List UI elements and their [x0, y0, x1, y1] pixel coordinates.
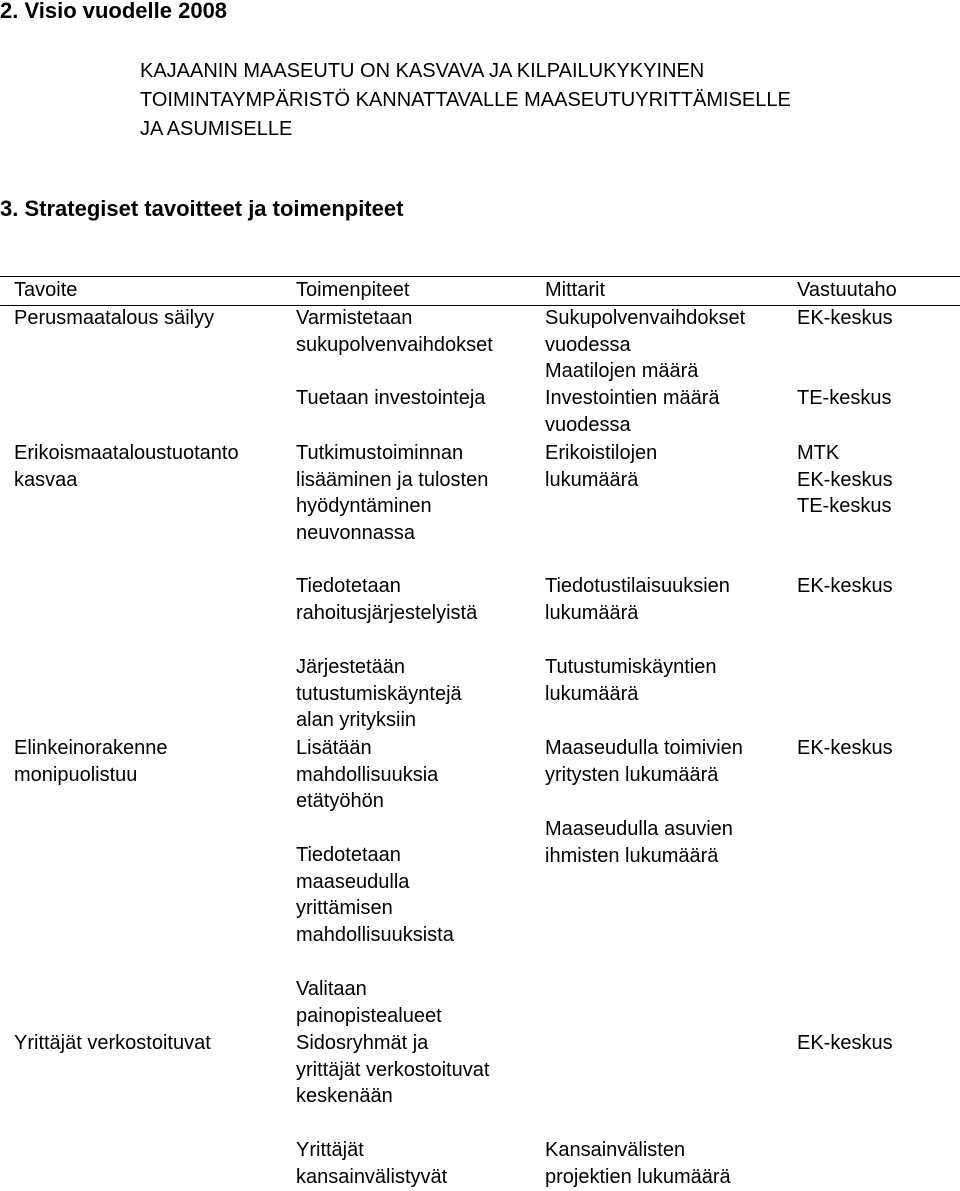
- responsible-cell: [797, 440, 893, 520]
- indicator-line: Sukupolvenvaihdokset: [545, 307, 746, 329]
- indicator-cell: [545, 1137, 731, 1190]
- indicator-line: lukumäärä: [545, 682, 639, 705]
- goal-line: Yrittäjät verkostoituvat: [14, 1032, 211, 1054]
- measure-line: painopistealueet: [296, 1004, 442, 1027]
- measure-line: rahoitusjärjestelyistä: [296, 601, 478, 624]
- responsible-line: EK-keskus: [797, 737, 893, 759]
- vision-line: TOIMINTAYMPÄRISTÖ KANNATTAVALLE MAASEUTUYRITTÄMISELLE: [140, 89, 791, 111]
- measure-cell: [296, 735, 438, 815]
- indicator-line: lukumäärä: [545, 601, 639, 624]
- measure-cell: [296, 1137, 447, 1190]
- indicator-cell: [545, 440, 657, 493]
- responsible-line: TE-keskus: [797, 387, 892, 409]
- responsible-line: EK-keskus: [797, 307, 893, 329]
- measure-cell: [296, 976, 442, 1029]
- measure-line: Lisätään: [296, 737, 372, 759]
- header-toimenpiteet: Toimenpiteet: [296, 279, 410, 301]
- measure-line: Tutkimustoiminnan: [296, 442, 464, 464]
- measure-line: yrittämisen: [296, 897, 393, 919]
- responsible-line: EK-keskus: [797, 468, 893, 491]
- measure-line: Yrittäjät: [296, 1139, 364, 1161]
- indicator-cell: [545, 816, 733, 869]
- goal-line: kasvaa: [14, 468, 78, 491]
- measure-cell: [296, 573, 477, 626]
- responsible-cell: [797, 735, 893, 762]
- measure-cell: [296, 305, 493, 358]
- indicator-line: Erikoistilojen: [545, 442, 658, 464]
- measure-cell: [296, 385, 485, 412]
- measure-line: mahdollisuuksista: [296, 923, 454, 946]
- indicator-line: Maaseudulla asuvien: [545, 818, 733, 840]
- measure-line: alan yrityksiin: [296, 709, 417, 731]
- indicator-line: vuodessa: [545, 333, 631, 356]
- measure-line: mahdollisuuksia: [296, 763, 439, 786]
- vision-line: JA ASUMISELLE: [140, 118, 293, 140]
- responsible-cell: [797, 385, 891, 412]
- indicator-cell: [545, 654, 717, 707]
- goal-cell: [14, 305, 214, 332]
- header-vastuutaho: Vastuutaho: [797, 279, 897, 301]
- header-tavoite: Tavoite: [14, 279, 78, 301]
- measure-line: kansainvälistyvät: [296, 1165, 448, 1188]
- indicator-line: Maaseudulla toimivien: [545, 737, 743, 759]
- measure-line: Sidosryhmät ja: [296, 1032, 429, 1054]
- indicator-line: Tiedotustilaisuuksien: [545, 575, 730, 597]
- indicator-line: Kansainvälisten: [545, 1139, 686, 1161]
- goal-line: monipuolistuu: [14, 763, 138, 786]
- indicator-line: Tutustumiskäyntien: [545, 656, 717, 678]
- goal-line: Elinkeinorakenne: [14, 737, 168, 759]
- measure-cell: [296, 1030, 489, 1110]
- indicator-line: lukumäärä: [545, 468, 639, 491]
- vision-line: KAJAANIN MAASEUTU ON KASVAVA JA KILPAILUKYKYINEN: [140, 60, 705, 82]
- indicator-line: Investointien määrä: [545, 387, 720, 409]
- indicator-line: ihmisten lukumäärä: [545, 844, 719, 867]
- measure-line: hyödyntäminen: [296, 495, 432, 517]
- measure-cell: [296, 842, 454, 948]
- responsible-cell: [797, 573, 893, 600]
- measure-line: Järjestetään: [296, 656, 405, 678]
- goal-line: Perusmaatalous säilyy: [14, 307, 215, 329]
- indicator-line: yritysten lukumäärä: [545, 763, 719, 786]
- goal-cell: [14, 1030, 211, 1057]
- goal-line: Erikoismaataloustuotanto: [14, 442, 239, 464]
- responsible-line: MTK: [797, 442, 840, 464]
- responsible-cell: [797, 1030, 893, 1057]
- measure-line: Tiedotetaan: [296, 575, 401, 597]
- indicator-cell: [545, 305, 745, 385]
- responsible-line: TE-keskus: [797, 495, 892, 517]
- section-2-heading: 2. Visio vuodelle 2008: [0, 0, 228, 23]
- header-mittarit: Mittarit: [545, 279, 605, 301]
- measure-line: Tiedotetaan: [296, 844, 401, 866]
- goal-cell: [14, 440, 239, 493]
- section-3-heading: 3. Strategiset tavoitteet ja toimenpiteet: [0, 196, 404, 221]
- responsible-line: EK-keskus: [797, 575, 893, 597]
- measure-line: etätyöhön: [296, 790, 384, 812]
- vision-statement: [140, 57, 791, 144]
- measure-cell: [296, 654, 462, 734]
- indicator-line: Maatilojen määrä: [545, 360, 699, 382]
- measure-line: tutustumiskäyntejä: [296, 682, 462, 705]
- responsible-line: EK-keskus: [797, 1032, 893, 1054]
- indicator-line: projektien lukumäärä: [545, 1165, 731, 1188]
- responsible-cell: [797, 305, 893, 332]
- indicator-cell: [545, 385, 720, 438]
- measure-line: Varmistetaan: [296, 307, 413, 329]
- measure-cell: [296, 440, 488, 546]
- measure-line: sukupolvenvaihdokset: [296, 333, 493, 356]
- measure-line: Valitaan: [296, 978, 367, 1000]
- measure-line: keskenään: [296, 1085, 393, 1107]
- indicator-line: vuodessa: [545, 413, 631, 436]
- indicator-cell: [545, 735, 743, 788]
- goal-cell: [14, 735, 167, 788]
- measure-line: maaseudulla: [296, 870, 410, 893]
- measure-line: neuvonnassa: [296, 521, 415, 544]
- measure-line: Tuetaan investointeja: [296, 387, 486, 409]
- indicator-cell: [545, 573, 730, 626]
- measure-line: yrittäjät verkostoituvat: [296, 1058, 490, 1081]
- measure-line: lisääminen ja tulosten: [296, 468, 489, 491]
